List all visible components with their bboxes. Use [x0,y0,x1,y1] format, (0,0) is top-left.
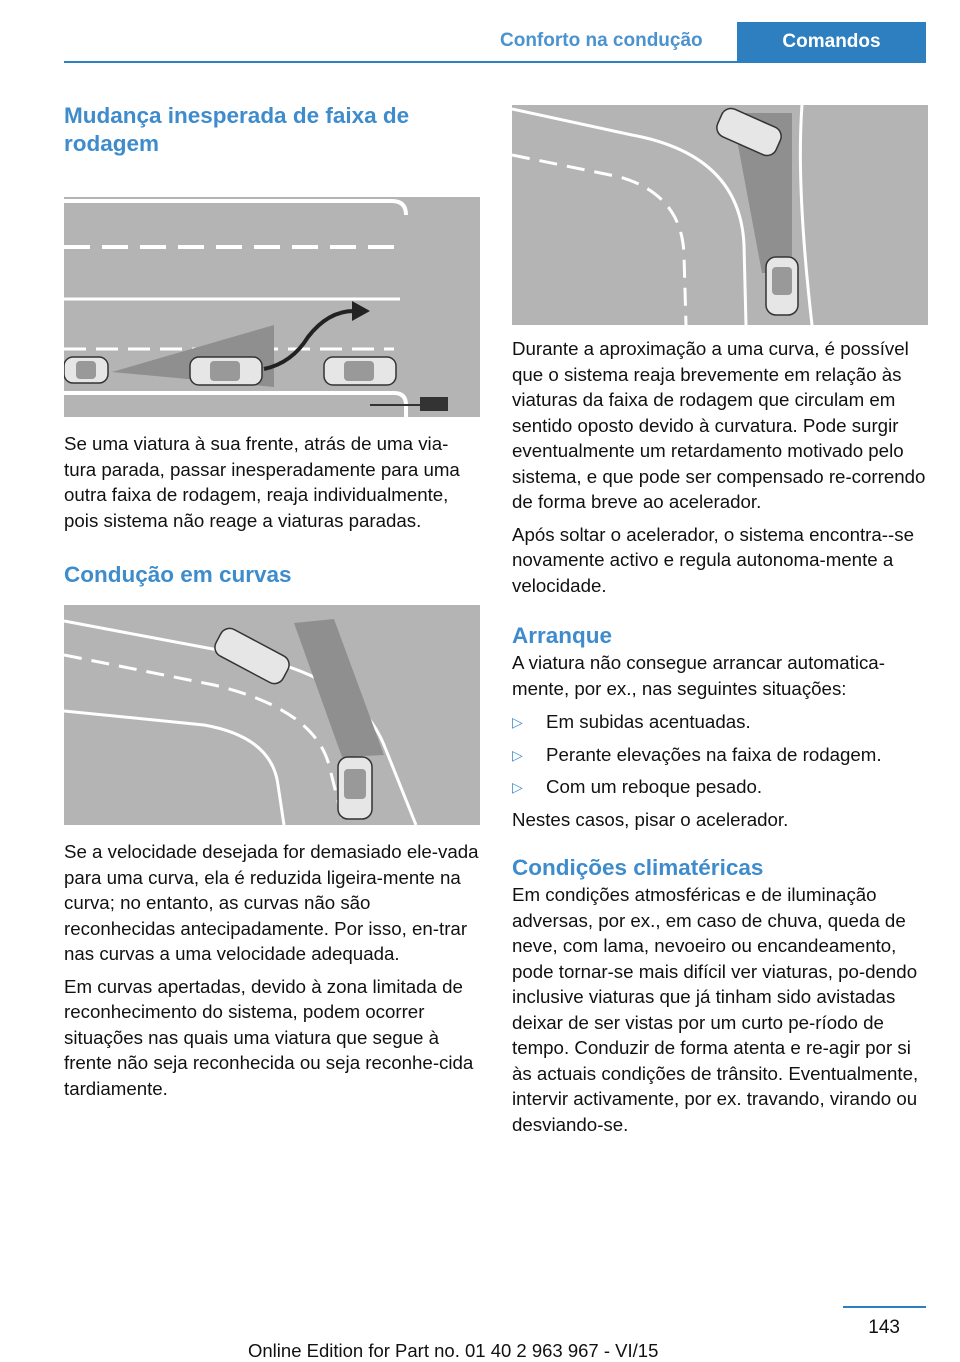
car-left [64,357,108,383]
paragraph-curve-speed: Se a velocidade desejada for demasiado ele-vada para uma curva, ela é reduzida ligeira-mente na curva; no entanto, as curvas não são reconhecidas antecipadamente. Por isso, en-trar nas curvas a uma velocidade adequada. [64,841,479,964]
heading-weather: Condições climatéricas [512,855,764,880]
list-item-text: Com um reboque pesado. [546,776,763,797]
car-middle [190,357,262,385]
header-rule [64,61,926,63]
edition-line: Online Edition for Part no. 01 40 2 963 967 - VI/15 [248,1340,659,1361]
list-item-text: Perante elevações na faixa de rodagem. [546,743,882,765]
triangle-bullet-icon: ▷ [512,746,523,763]
triangle-bullet-icon: ▷ [512,714,523,730]
triangle-bullet-icon: ▷ [512,779,523,795]
list-item [512,709,928,736]
paragraph-lane-change: Se uma viatura à sua frente, atrás de uma via-tura parada, passar inesperadamente para uma outra faixa de rodagem, reaja individualmente, pois sistema não reage a viaturas paradas. [64,433,460,531]
heading-curves: Condução em curvas [64,562,292,587]
footer-rule [843,1306,926,1308]
lane-change-illustration [64,197,480,417]
header-chapter-tab [737,22,926,61]
right-column [512,105,928,1137]
car-right [324,357,396,385]
paragraph-press-accelerator: Nestes casos, pisar o acelerador. [512,808,789,830]
list-item [512,774,928,801]
list-item-text: Em subidas acentuadas. [546,711,751,732]
paragraph-weather: Em condições atmosféricas e de iluminação adversas, por ex., em caso de chuva, queda de neve, com lama, nevoeiro ou encandeamento, pode tornar-se mais difícil ver viaturas, po-dendo inclusive viaturas que já tinham sido avistadas deixar de ser vistas por um curto pe-ríodo de tempo. Conduzir de forma atenta e re-agir por si às actuais condições de trânsito. Eventualmente, intervir activamente, por ex. travando, virando ou desviando-se. [512,884,919,1135]
list-item [512,742,928,769]
paragraph-approach-curve: Durante a aproximação a uma curva, é possível que o sistema reaja brevemente em relação às viaturas da faixa de rodagem que circulam em sentido oposto devido à curvatura. Pode surgir eventualmente um retardamento motivado pelo sistema, e que pode ser compensado re-correndo de forma breve ao acelerador. [512,338,926,512]
paragraph-start-intro: A viatura não consegue arrancar automatica-mente, por ex., nas seguintes situações: [512,652,885,699]
page-number: 143 [868,1317,900,1338]
curve-illustration-left [64,605,480,825]
start-situations-list [512,709,928,801]
heading-lane-change: Mudança inesperada de faixa de rodagem [64,103,410,156]
header-chapter-label: Comandos [782,30,881,52]
car-ahead [766,257,798,315]
paragraph-release-accelerator: Após soltar o acelerador, o sistema encontra--se novamente activo e regula autonoma-mente a velocidade. [512,523,914,596]
header-section-title: Conforto na condução [500,30,703,51]
curve-illustration-right [512,105,928,325]
left-column [64,102,480,1101]
heading-start: Arranque [512,623,613,648]
car-bottom [338,757,372,819]
paragraph-tight-curves: Em curvas apertadas, devido à zona limitada de reconhecimento do sistema, podem ocorrer situações nas quais uma viatura que segue à frente não seja reconhecida ou seja reconhe-cida tardiamente. [64,975,474,1099]
